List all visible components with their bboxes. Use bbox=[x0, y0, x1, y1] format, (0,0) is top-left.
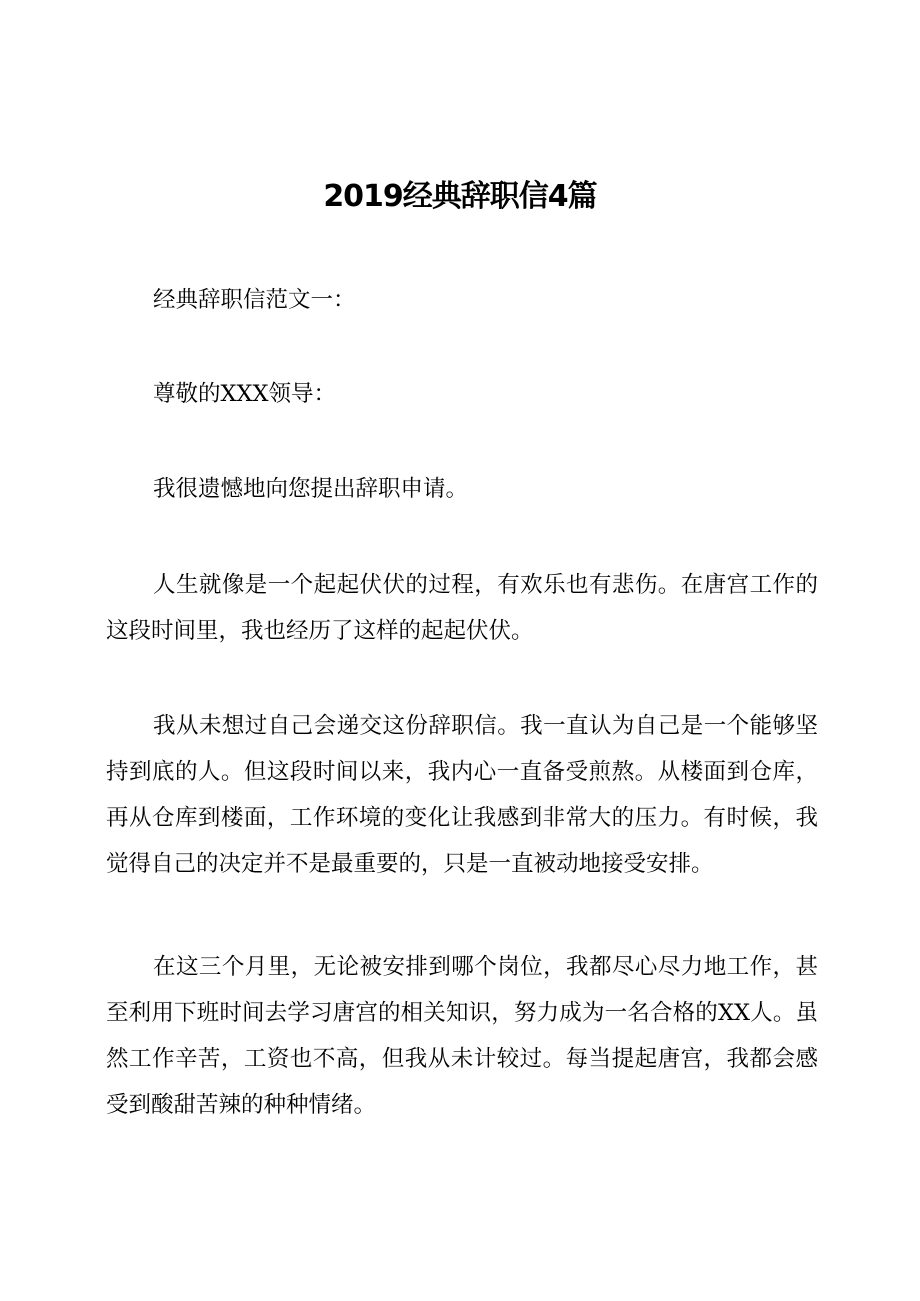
section-heading: 经典辞职信范文一： bbox=[153, 287, 356, 313]
body-paragraph: 人生就像是一个起起伏伏的过程，有欢乐也有悲伤。在唐宫工作的这段时间里，我也经历了这样的起起伏伏。 bbox=[106, 572, 818, 644]
salutation: 尊敬的XXX领导： bbox=[153, 381, 337, 407]
body-paragraph: 我从未想过自己会递交这份辞职信。我一直认为自己是一个能够坚持到底的人。但这段时间以来，我内心一直备受煎熬。从楼面到仓库，再从仓库到楼面，工作环境的变化让我感到非常大的压力。有时候，我觉得自己的决定并不是最重要的，只是一直被动地接受安排。 bbox=[106, 713, 818, 877]
document-title: 2019经典辞职信4篇 bbox=[323, 179, 597, 214]
body-paragraph: 我很遗憾地向您提出辞职申请。 bbox=[153, 476, 469, 502]
body-paragraph: 在这三个月里，无论被安排到哪个岗位，我都尽心尽力地工作，甚至利用下班时间去学习唐宫的相关知识，努力成为一名合格的XX人。虽然工作辛苦，工资也不高，但我从未计较过。每当提起唐宫，我都会感受到酸甜苦辣的种种情绪。 bbox=[106, 954, 818, 1118]
